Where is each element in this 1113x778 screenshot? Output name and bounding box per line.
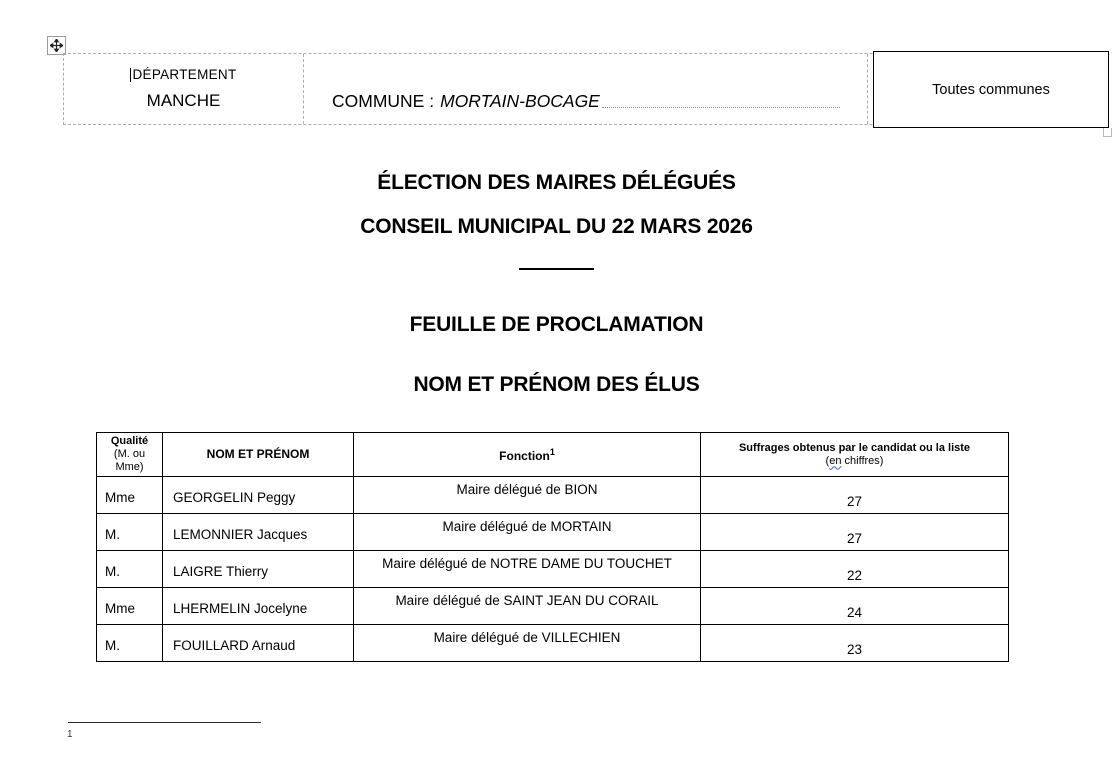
cell-nom: LHERMELIN Jocelyne [163, 588, 354, 625]
footnote-marker: 1 [67, 729, 73, 740]
cell-qualite: M. [97, 625, 163, 662]
fonction-footnote-ref: 1 [549, 447, 555, 457]
cell-qualite: Mme [97, 477, 163, 514]
header-table-divider [867, 54, 868, 124]
title-divider [519, 268, 594, 270]
results-table [96, 432, 1009, 662]
table-row [97, 625, 1009, 662]
commune-cell [304, 54, 866, 124]
move-icon [50, 39, 63, 52]
toutes-communes-label: Toutes communes [932, 81, 1050, 98]
toutes-communes-box [873, 51, 1109, 128]
title-election: ÉLECTION DES MAIRES DÉLÉGUÉS [377, 171, 736, 194]
header-table [63, 53, 1108, 125]
col-nom-header: NOM ET PRÉNOM [163, 433, 354, 477]
table-row [97, 588, 1009, 625]
cell-suffrages: 27 [701, 514, 1009, 551]
col-suffrages-sub: (en chiffres) [825, 454, 884, 467]
department-cell[interactable] [64, 54, 303, 124]
table-row [97, 514, 1009, 551]
cell-fonction: Maire délégué de BION [354, 477, 701, 514]
cell-suffrages: 23 [701, 625, 1009, 662]
cell-fonction: Maire délégué de MORTAIN [354, 514, 701, 551]
cell-fonction: Maire délégué de NOTRE DAME DU TOUCHET [354, 551, 701, 588]
cell-nom: FOUILLARD Arnaud [163, 625, 354, 662]
cell-suffrages: 22 [701, 551, 1009, 588]
title-feuille: FEUILLE DE PROCLAMATION [409, 313, 704, 336]
header-row [97, 433, 1009, 477]
table-row [97, 477, 1009, 514]
cell-suffrages: 27 [701, 477, 1009, 514]
cell-qualite: M. [97, 514, 163, 551]
col-fonction-header [354, 433, 701, 477]
table-row [97, 551, 1009, 588]
cell-qualite: M. [97, 551, 163, 588]
department-name: MANCHE [146, 91, 221, 110]
col-qualite-title: Qualité [110, 435, 149, 447]
cell-nom: GEORGELIN Peggy [163, 477, 354, 514]
cell-qualite: Mme [97, 588, 163, 625]
col-qualite-sub2: Mme) [115, 461, 144, 473]
col-qualite-header [97, 433, 163, 477]
commune-label: COMMUNE : [332, 91, 435, 111]
cell-nom: LEMONNIER Jacques [163, 514, 354, 551]
cell-suffrages: 24 [701, 588, 1009, 625]
col-fonction-title: Fonction [499, 449, 550, 463]
col-qualite-sub1: (M. ou [113, 448, 146, 460]
grammar-underline-word: en [829, 454, 842, 467]
commune-value: MORTAIN-BOCAGE [440, 91, 600, 111]
title-conseil: CONSEIL MUNICIPAL DU 22 MARS 2026 [360, 215, 753, 238]
table-resize-handle[interactable] [1103, 128, 1112, 137]
col-suffrages-title: Suffrages obtenus par le candidat ou la liste [738, 441, 971, 454]
cell-fonction: Maire délégué de VILLECHIEN [354, 625, 701, 662]
cell-nom: LAIGRE Thierry [163, 551, 354, 588]
title-nom-prenom: NOM ET PRÉNOM DES ÉLUS [413, 373, 700, 396]
dotted-leader [602, 107, 840, 108]
department-label: DÉPARTEMENT [132, 67, 237, 82]
footnote-separator [68, 722, 261, 723]
col-suffrages-header [701, 433, 1009, 477]
cell-fonction: Maire délégué de SAINT JEAN DU CORAIL [354, 588, 701, 625]
text-cursor [130, 68, 131, 82]
